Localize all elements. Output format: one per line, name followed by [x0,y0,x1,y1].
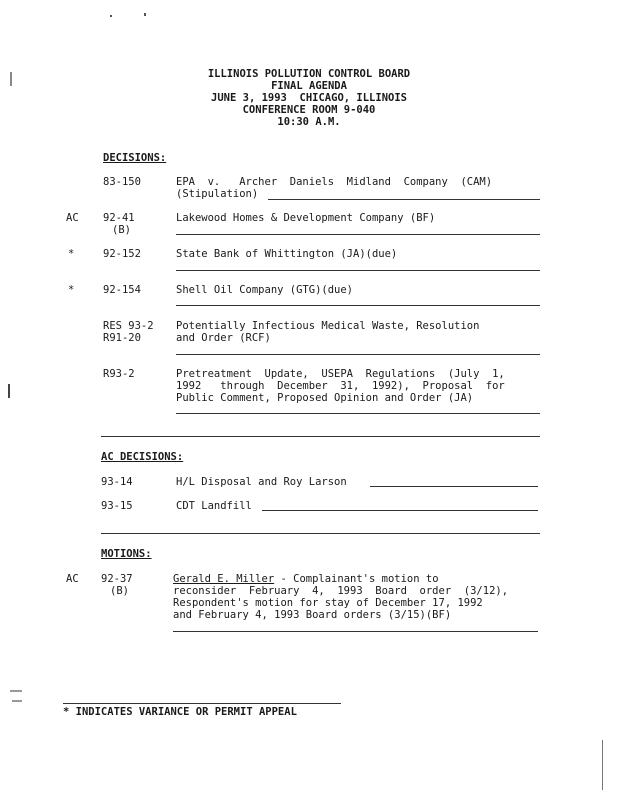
decision-text-line: Lakewood Homes & Development Company (BF) [176,212,436,224]
signature-line [176,270,540,271]
meeting-time: 10:30 A.M. [277,116,341,128]
decision-text-line: 1992 through December 31, 1992), Proposal for [176,380,505,392]
decision-number: 83-150 [103,176,141,188]
decision-text-line: Shell Oil Company (GTG)(due) [176,284,354,296]
motion-number-suffix: (B) [110,585,129,597]
decision-number: R93-2 [103,368,135,380]
decision-number: 92-154 [103,284,141,296]
decision-mark: AC [66,212,79,224]
scan-speck [10,72,12,86]
decision-text-line: EPA v. Archer Daniels Midland Company (CAM) [176,176,493,188]
decision-text-line: and Order (RCF) [176,332,271,344]
ac-decision-number: 93-14 [101,476,133,488]
signature-line [173,631,538,632]
decision-mark: * [68,284,75,296]
motion-text-line: reconsider February 4, 1993 Board order (3/12), [173,585,509,597]
motions-header: MOTIONS: [101,548,152,560]
agency-title: ILLINOIS POLLUTION CONTROL BOARD [207,68,411,80]
motion-text-line [173,573,439,585]
motion-text-rest: - Complainant's motion to [274,573,439,585]
footnote: * INDICATES VARIANCE OR PERMIT APPEAL [63,706,297,718]
scan-speck [110,15,112,17]
ac-decisions-header: AC DECISIONS: [101,451,184,463]
ac-decision-text: CDT Landfill [176,500,252,512]
signature-line [262,510,538,511]
agenda-title: FINAL AGENDA [271,80,347,92]
motion-number: 92-37 [101,573,133,585]
ac-decision-text: H/L Disposal and Roy Larson [176,476,347,488]
meeting-date-location: JUNE 3, 1993 CHICAGO, ILLINOIS [211,92,407,104]
signature-line [176,354,540,355]
signature-line [176,305,540,306]
signature-line [176,234,540,235]
decision-text-line: Pretreatment Update, USEPA Regulations (July 1, [176,368,505,380]
scan-speck [144,13,146,16]
scan-speck [12,700,22,702]
decisions-header: DECISIONS: [103,152,167,164]
scan-speck [8,384,10,398]
motion-text-line: and February 4, 1993 Board orders (3/15)(BF) [173,609,452,621]
section-divider [101,436,540,437]
signature-line [268,199,540,200]
decision-text-line: State Bank of Whittington (JA)(due) [176,248,398,260]
signature-line [370,486,538,487]
ac-decision-number: 93-15 [101,500,133,512]
motion-party-name: Gerald E. Miller [173,573,275,585]
decision-number: RES 93-2 [103,320,154,332]
decision-number: 92-152 [103,248,141,260]
section-divider [101,533,540,534]
decision-number-suffix: R91-20 [103,332,141,344]
motion-mark: AC [66,573,79,585]
decision-text-line: Public Comment, Proposed Opinion and Order (JA) [176,392,474,404]
decision-mark: * [68,248,75,260]
motion-text-line: Respondent's motion for stay of December 17, 1992 [173,597,483,609]
scan-speck [602,740,603,790]
decision-text-line: Potentially Infectious Medical Waste, Resolution [176,320,480,332]
footnote-rule [63,703,341,704]
scan-speck [10,690,22,692]
decision-number-suffix: (B) [112,224,131,236]
decision-text-line: (Stipulation) [176,188,259,200]
signature-line [176,413,540,414]
meeting-room: CONFERENCE ROOM 9-040 [242,104,376,116]
decision-number: 92-41 [103,212,135,224]
